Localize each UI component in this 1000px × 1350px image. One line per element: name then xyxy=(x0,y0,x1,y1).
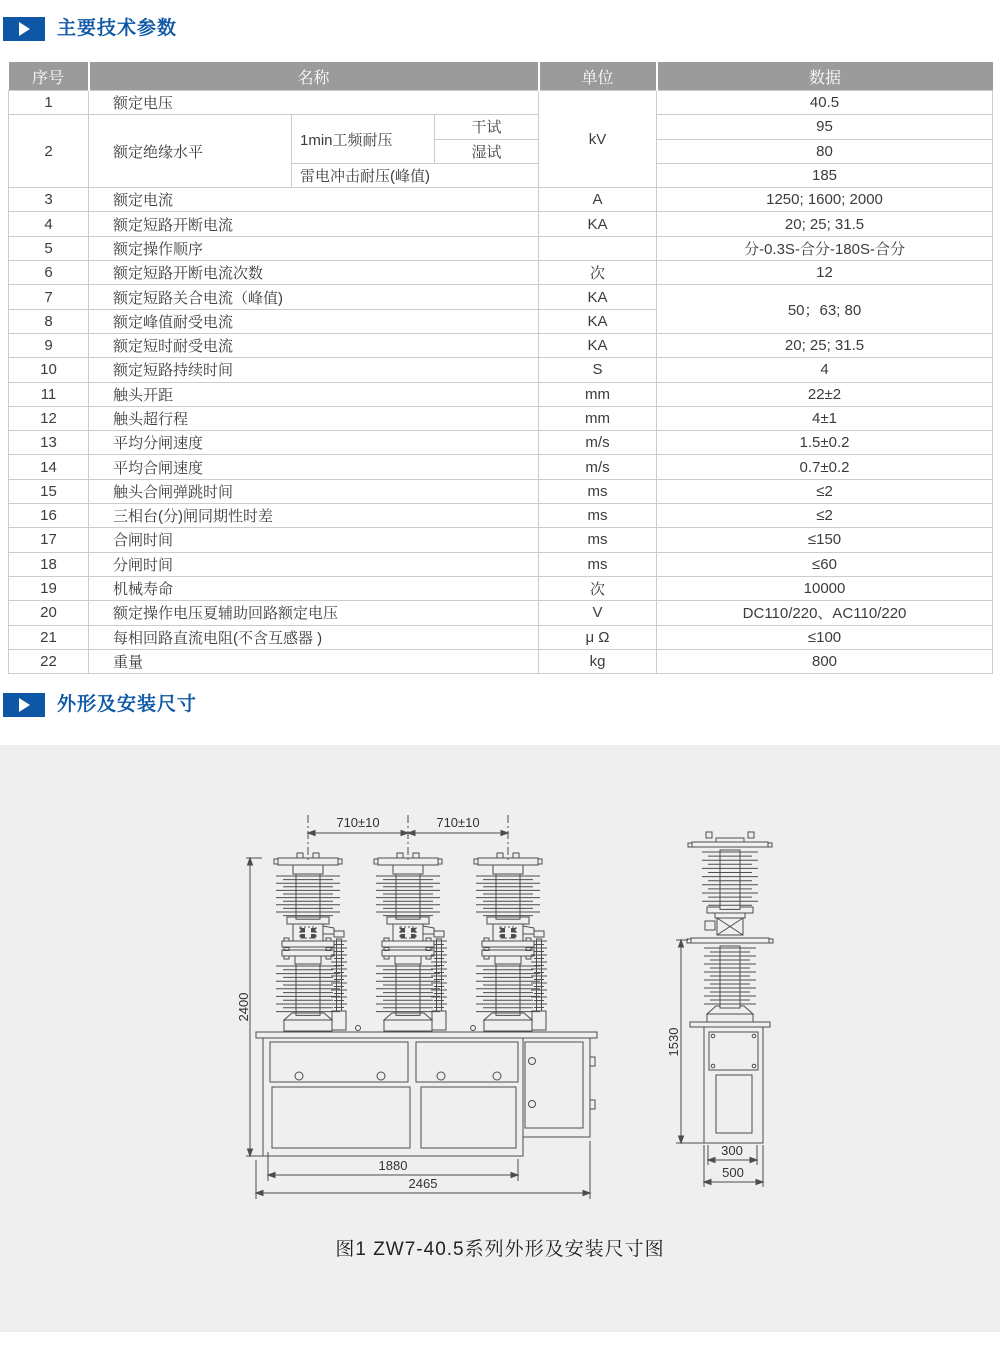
table-cell: 触头开距 xyxy=(89,382,539,406)
table-cell: 额定短时耐受电流 xyxy=(89,333,539,357)
play-triangle-icon xyxy=(3,693,45,717)
table-cell: DC110/220、AC110/220 xyxy=(657,601,993,625)
table-row xyxy=(9,188,993,212)
table-cell: 1 xyxy=(9,91,89,115)
table-cell: 17 xyxy=(9,528,89,552)
table-cell: 平均分闸速度 xyxy=(89,431,539,455)
table-cell: 9 xyxy=(9,333,89,357)
dim-500: 500 xyxy=(722,1165,744,1180)
table-cell: 20; 25; 31.5 xyxy=(657,212,993,236)
table-cell: 800 xyxy=(657,649,993,673)
table-cell: 22±2 xyxy=(657,382,993,406)
table-cell: 19 xyxy=(9,576,89,600)
table-cell: ≤60 xyxy=(657,552,993,576)
dimension-drawing-panel xyxy=(0,745,1000,1332)
table-cell: 额定短路持续时间 xyxy=(89,358,539,382)
table-row xyxy=(9,601,993,625)
table-row xyxy=(9,261,993,285)
table-cell: 额定操作电压夏辅助回路额定电压 xyxy=(89,601,539,625)
table-cell: 6 xyxy=(9,261,89,285)
table-cell: 分-0.3S-合分-180S-合分 xyxy=(657,236,993,260)
table-cell: ≤150 xyxy=(657,528,993,552)
figure-caption: 图1 ZW7-40.5系列外形及安装尺寸图 xyxy=(335,1239,665,1260)
table-cell: 干试 xyxy=(435,115,539,139)
table-cell: 额定电压 xyxy=(89,91,539,115)
table-row xyxy=(9,91,993,115)
table-cell: 额定操作顺序 xyxy=(89,236,539,260)
table-cell: 20 xyxy=(9,601,89,625)
table-row xyxy=(9,649,993,673)
table-cell: KA xyxy=(539,333,657,357)
table-cell: 80 xyxy=(657,139,993,163)
table-cell: 额定电流 xyxy=(89,188,539,212)
table-row xyxy=(9,552,993,576)
table-cell: 12 xyxy=(657,261,993,285)
table-cell: 合闸时间 xyxy=(89,528,539,552)
table-row xyxy=(9,528,993,552)
table-cell: μ Ω xyxy=(539,625,657,649)
table-cell: 额定绝缘水平 xyxy=(89,115,292,188)
column-header: 序号 xyxy=(9,62,89,91)
table-row xyxy=(9,212,993,236)
table-row xyxy=(9,406,993,430)
table-cell: 三相台(分)闸同期性时差 xyxy=(89,504,539,528)
table-cell: ms xyxy=(539,552,657,576)
table-row xyxy=(9,358,993,382)
table-cell: 额定峰值耐受电流 xyxy=(89,309,539,333)
table-cell: 14 xyxy=(9,455,89,479)
generated-drawing-parts xyxy=(246,815,763,1199)
table-cell: 7 xyxy=(9,285,89,309)
table-cell: ≤2 xyxy=(657,479,993,503)
table-cell: 16 xyxy=(9,504,89,528)
play-triangle-icon xyxy=(3,17,45,41)
table-cell: ≤100 xyxy=(657,625,993,649)
table-cell: V xyxy=(539,601,657,625)
table-cell: 额定短路开断电流次数 xyxy=(89,261,539,285)
column-header: 单位 xyxy=(539,62,657,91)
table-cell: 20; 25; 31.5 xyxy=(657,333,993,357)
specs-table xyxy=(8,62,993,674)
table-cell: 8 xyxy=(9,309,89,333)
table-cell: 湿试 xyxy=(435,139,539,163)
table-cell: 额定短路关合电流（峰值) xyxy=(89,285,539,309)
table-cell: 185 xyxy=(657,163,993,187)
table-cell: 21 xyxy=(9,625,89,649)
table-cell: 0.7±0.2 xyxy=(657,455,993,479)
table-cell: 4 xyxy=(9,212,89,236)
side-view-cabinet xyxy=(690,1022,770,1143)
table-cell: 50；63; 80 xyxy=(657,285,993,334)
table-cell: ms xyxy=(539,504,657,528)
table-cell: 11 xyxy=(9,382,89,406)
table-cell: m/s xyxy=(539,431,657,455)
section-header-parameters xyxy=(0,17,1000,43)
table-cell: kV xyxy=(539,91,657,188)
table-cell: 触头超行程 xyxy=(89,406,539,430)
dim-300: 300 xyxy=(721,1143,743,1158)
table-row xyxy=(9,236,993,260)
dim-1880: 1880 xyxy=(378,1158,408,1173)
table-row xyxy=(9,333,993,357)
table-cell: 重量 xyxy=(89,649,539,673)
table-cell: KA xyxy=(539,285,657,309)
table-cell: KA xyxy=(539,309,657,333)
dim-710-right: 710±10 xyxy=(436,815,480,830)
table-cell: 40.5 xyxy=(657,91,993,115)
table-cell xyxy=(539,236,657,260)
table-cell: 10 xyxy=(9,358,89,382)
table-row xyxy=(9,504,993,528)
table-cell: 13 xyxy=(9,431,89,455)
table-cell: 4 xyxy=(657,358,993,382)
table-cell: 1min工频耐压 xyxy=(292,115,435,164)
table-cell: 每相回路直流电阻(不含互感器 ) xyxy=(89,625,539,649)
table-row xyxy=(9,576,993,600)
table-cell: 15 xyxy=(9,479,89,503)
table-cell: kg xyxy=(539,649,657,673)
table-cell: ms xyxy=(539,479,657,503)
section-header-dimensions xyxy=(0,693,1000,719)
front-view-cabinet xyxy=(256,1026,597,1157)
table-cell: 4±1 xyxy=(657,406,993,430)
table-cell: 次 xyxy=(539,261,657,285)
table-cell: mm xyxy=(539,406,657,430)
table-cell: 3 xyxy=(9,188,89,212)
table-cell: 2 xyxy=(9,115,89,188)
table-cell: 5 xyxy=(9,236,89,260)
table-cell: 12 xyxy=(9,406,89,430)
section-title: 外形及安装尺寸 xyxy=(57,694,198,715)
table-cell: 次 xyxy=(539,576,657,600)
table-row xyxy=(9,625,993,649)
table-cell: mm xyxy=(539,382,657,406)
dim-2465: 2465 xyxy=(408,1176,438,1191)
table-row xyxy=(9,431,993,455)
table-cell: 95 xyxy=(657,115,993,139)
table-cell: ms xyxy=(539,528,657,552)
table-row xyxy=(9,115,993,139)
table-row xyxy=(9,479,993,503)
table-cell: A xyxy=(539,188,657,212)
table-cell: 触头合闸弹跳时间 xyxy=(89,479,539,503)
dim-1530: 1530 xyxy=(666,1027,681,1057)
table-cell: S xyxy=(539,358,657,382)
table-cell: m/s xyxy=(539,455,657,479)
table-row xyxy=(9,285,993,309)
table-cell: 1.5±0.2 xyxy=(657,431,993,455)
table-cell: 额定短路开断电流 xyxy=(89,212,539,236)
table-cell: 分闸时间 xyxy=(89,552,539,576)
table-cell: 18 xyxy=(9,552,89,576)
dim-2400: 2400 xyxy=(236,992,251,1022)
table-row xyxy=(9,455,993,479)
dim-710-left: 710±10 xyxy=(336,815,380,830)
table-cell: 雷电冲击耐压(峰值) xyxy=(292,163,539,187)
table-cell: ≤2 xyxy=(657,504,993,528)
table-row xyxy=(9,382,993,406)
table-cell: 10000 xyxy=(657,576,993,600)
table-cell: 平均合闸速度 xyxy=(89,455,539,479)
column-header: 名称 xyxy=(89,62,539,91)
table-cell: 机械寿命 xyxy=(89,576,539,600)
table-cell: KA xyxy=(539,212,657,236)
table-cell: 22 xyxy=(9,649,89,673)
column-header: 数据 xyxy=(657,62,993,91)
section-title: 主要技术参数 xyxy=(57,18,178,39)
table-cell: 1250; 1600; 2000 xyxy=(657,188,993,212)
